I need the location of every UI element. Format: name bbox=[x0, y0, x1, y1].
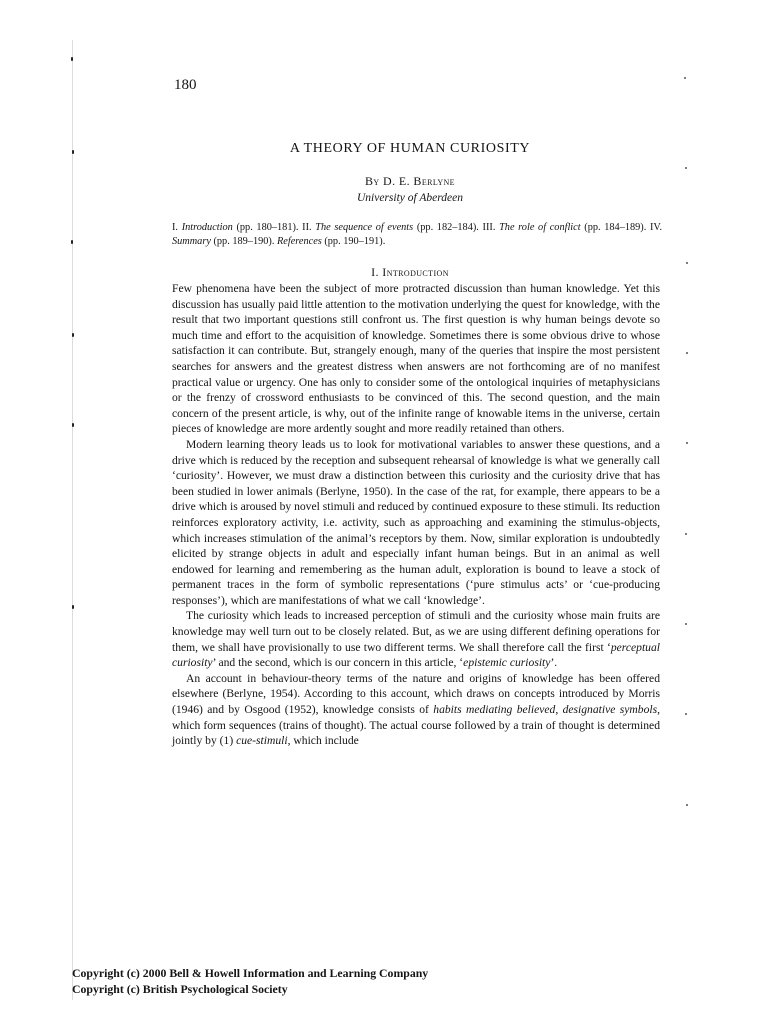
toc-number: IV. bbox=[649, 222, 663, 233]
toc-title: The sequence of events bbox=[315, 222, 414, 233]
page-number: 180 bbox=[174, 77, 197, 93]
italic-term: epistemic curiosity bbox=[463, 656, 551, 670]
toc-title: Summary bbox=[172, 236, 211, 247]
scan-speck bbox=[72, 605, 74, 609]
scan-speck bbox=[686, 442, 688, 444]
scan-edge-line bbox=[72, 40, 73, 1000]
body-paragraph bbox=[172, 671, 660, 749]
article-body bbox=[172, 281, 660, 749]
body-paragraph bbox=[172, 608, 660, 670]
scan-speck bbox=[685, 713, 687, 715]
copyright-notice bbox=[72, 966, 428, 997]
section-heading: I. Introduction bbox=[371, 265, 449, 279]
toc-title: Introduction bbox=[181, 222, 233, 233]
scan-speck bbox=[72, 150, 74, 154]
scan-speck bbox=[71, 57, 73, 61]
text-run: , which include bbox=[287, 734, 359, 748]
scan-speck bbox=[686, 352, 688, 354]
scan-speck bbox=[685, 533, 687, 535]
toc-pages: (pp. 180–181). bbox=[236, 222, 299, 233]
article-title: A THEORY OF HUMAN CURIOSITY bbox=[289, 141, 531, 156]
italic-term: perceptual curiosity bbox=[172, 640, 660, 670]
toc-number: II. bbox=[302, 222, 312, 233]
scan-speck bbox=[686, 262, 688, 264]
text-run: ’. bbox=[550, 656, 558, 670]
toc-pages: (pp. 190–191). bbox=[324, 236, 386, 247]
text-run: ’ and the second, which is our concern in this article, ‘ bbox=[212, 656, 464, 670]
scan-speck bbox=[686, 804, 688, 806]
scan-speck bbox=[72, 423, 74, 427]
toc-pages: (pp. 189–190). bbox=[213, 236, 275, 247]
scan-speck bbox=[684, 77, 686, 79]
author-prefix: By bbox=[365, 174, 380, 188]
text-run: An account in behaviour-theory terms of the nature and origins of knowledge has been offered elsewhere (Berlyne, 1954). According to this account, which draws on concepts introduced by Morris (1946) and by Osgood (1952), knowledge consists of bbox=[172, 671, 660, 717]
author-name: D. E. Berlyne bbox=[383, 174, 455, 188]
scan-speck bbox=[71, 240, 73, 244]
toc-title: References bbox=[276, 236, 322, 247]
italic-term: cue-stimuli bbox=[236, 734, 288, 748]
scan-speck bbox=[685, 623, 687, 625]
italic-term: habits mediating believed, designative symbols bbox=[433, 703, 658, 717]
body-paragraph: Few phenomena have been the subject of more protracted discussion than human knowledge. Yet this discussion has usually paid little attention to the motivation underlying the quest for knowledge, with the result that two important questions still confront us. The first question is why human beings devote so much time and effort to the acquisition of knowledge. Sometimes there is some obvious drive to whose satisfaction it can contribute. But, strangely enough, many of the queries that inspire the most persistent searches for answers and the greatest distress when answers are not forthcoming are of no manifest practical value or urgency. One has only to consider some of the ontological inquiries of metaphysicians or the frenzy of crossword enthusiasts to be convinced of this. The second question, and the main concern of the present article, is why, out of the infinite range of knowable items in the universe, certain pieces of knowledge are more ardently sought and more readily retained than others. bbox=[172, 282, 660, 436]
body-paragraph: Modern learning theory leads us to look for motivational variables to answer these questions, and a drive which is reduced by the reception and subsequent rehearsal of knowledge is what we generally call ‘curiosity’. However, we must draw a distinction between this curiosity and the curiosity drive that has been studied in lower animals (Berlyne, 1950). In the case of the rat, for example, there appears to be a drive which is aroused by novel stimuli and reduced by continued exposure to these stimuli. Its reduction reinforces exploratory activity, i.e. activity, such as approaching and examining the stimulus-objects, which increases stimulation of the animal’s receptors by them. Now, similar exploration is undoubtedly elicited by strange objects in adult and especially infant human beings. But in an animal as well endowed for learning and remembering as the human adult, exploration is bound to leave a stock of permanent traces in the form of symbolic representations (‘pure stimulus acts’ or ‘cue-producing responses’), which are manifestations of what we call ‘knowledge’. bbox=[172, 437, 660, 607]
scan-speck bbox=[685, 167, 687, 169]
scan-speck bbox=[72, 333, 74, 337]
toc-pages: (pp. 184–189). bbox=[584, 222, 647, 233]
copyright-line: Copyright (c) 2000 Bell & Howell Information and Learning Company bbox=[72, 966, 429, 980]
toc-number: I. bbox=[172, 222, 179, 233]
table-of-contents bbox=[172, 221, 662, 249]
text-run: , which form sequences (trains of thought). The actual course followed by a train of thought is determined jointly by (1) bbox=[172, 703, 661, 748]
text-run: The curiosity which leads to increased perception of stimuli and the curiosity whose main fruits are knowledge may well turn out to be closely related. But, as we are using different defining operations for them, we shall have provisionally to use two different terms. We shall therefore call the first ‘ bbox=[172, 609, 660, 654]
copyright-line: Copyright (c) British Psychological Society bbox=[72, 981, 288, 996]
toc-number: III. bbox=[482, 222, 496, 233]
article-author bbox=[160, 174, 660, 189]
author-affiliation: University of Aberdeen bbox=[356, 192, 464, 204]
toc-pages: (pp. 182–184). bbox=[416, 222, 479, 233]
toc-title: The role of conflict bbox=[499, 222, 581, 233]
